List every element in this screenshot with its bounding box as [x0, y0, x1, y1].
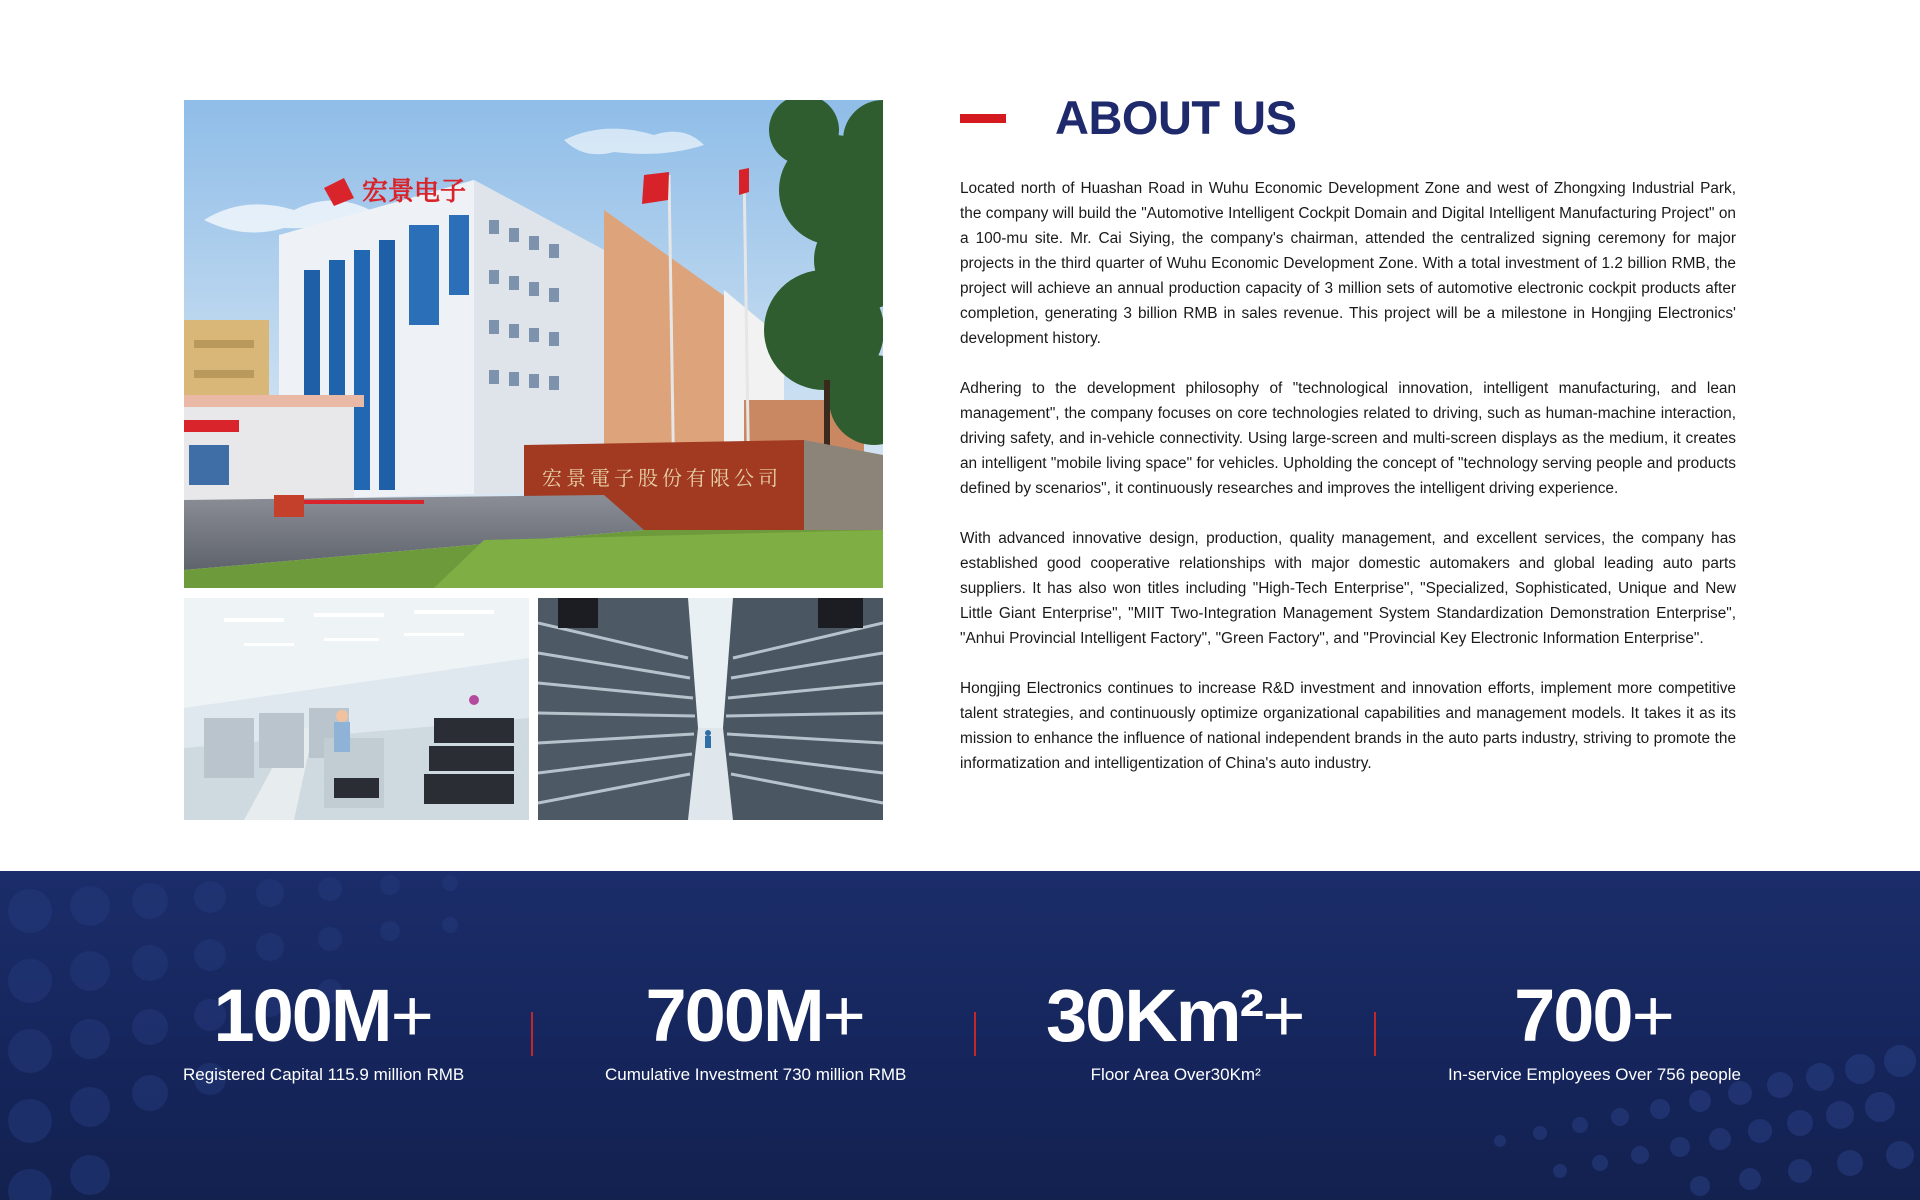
- stat-cumulative-investment: [605, 976, 906, 1086]
- about-paragraph-4: Hongjing Electronics continues to increase R&D investment and innovation efforts, implement more competitive talent strategies, and continuously optimize organizational capabilities and management models. It takes it as its mission to enhance the influence of national independent brands in the auto parts industry, striving to promote the informatization and intelligentization of China's auto industry.: [960, 680, 1736, 772]
- about-paragraph-2: Adhering to the development philosophy of "technological innovation, intelligent manufacturing, and lean management", the company focuses on core technologies related to driving, such as human-machine interaction, driving safety, and in-vehicle connectivity. Using large-screen and multi-screen displays as the medium, it creates an intelligent "mobile living space" for vehicles. Upholding the concept of "technology serving people and products defined by scenarios", it continuously researches and improves the intelligent driving experience.: [960, 380, 1736, 497]
- warehouse-photo: [538, 598, 883, 820]
- stat-value: 700M+: [645, 974, 866, 1057]
- stat-registered-capital: [183, 976, 464, 1086]
- stat-divider: [974, 1012, 976, 1056]
- stat-label: In-service Employees Over 756 people: [1448, 1065, 1741, 1084]
- stat-label: Registered Capital 115.9 million RMB: [183, 1065, 465, 1084]
- stat-employees: [1448, 976, 1741, 1086]
- about-title: ABOUT US: [1055, 91, 1297, 144]
- title-accent-bar: [960, 114, 1006, 123]
- stat-value: 700+: [1514, 974, 1675, 1057]
- stat-value: 30Km²+: [1046, 974, 1306, 1057]
- stat-label: Floor Area Over30Km²: [1090, 1065, 1261, 1084]
- wall-company-sign: 宏景電子股份有限公司: [542, 466, 782, 490]
- stat-value: 100M+: [213, 974, 434, 1057]
- company-building-photo: [184, 100, 883, 588]
- about-paragraph-1: Located north of Huashan Road in Wuhu Economic Development Zone and west of Zhongxing Industrial Park, the company will build the "Automotive Intelligent Cockpit Domain and Digital Intelligent Manufacturing Project" on a 100-mu site. Mr. Cai Siying, the company's chairman, attended the centralized signing ceremony for major projects in the third quarter of Wuhu Economic Development Zone. With a total investment of 1.2 billion RMB, the project will achieve an annual production capacity of 3 million sets of automotive electronic cockpit products after completion, generating 3 billion RMB in sales revenue. This project will be a milestone in Hongjing Electronics' development history.: [960, 180, 1736, 347]
- stat-floor-area: [1046, 976, 1305, 1086]
- stat-divider: [1374, 1012, 1376, 1056]
- stats-section: [0, 871, 1920, 1200]
- about-body: [960, 176, 1736, 801]
- about-paragraph-3: With advanced innovative design, production, quality management, and excellent services, the company has established good cooperative relationships with major domestic automakers and global leading auto parts suppliers. It has also won titles including "High-Tech Enterprise", "Specialized, Sophisticated, Unique and New Little Giant Enterprise", "MIIT Two-Integration Management System Standardization Demonstration Enterprise", "Anhui Provincial Intelligent Factory", "Green Factory", and "Provincial Key Electronic Information Enterprise".: [960, 530, 1736, 647]
- stat-label: Cumulative Investment 730 million RMB: [605, 1065, 907, 1084]
- building-roof-sign: 宏景电子: [362, 177, 467, 207]
- production-line-photo: [184, 598, 529, 820]
- stat-divider: [531, 1012, 533, 1056]
